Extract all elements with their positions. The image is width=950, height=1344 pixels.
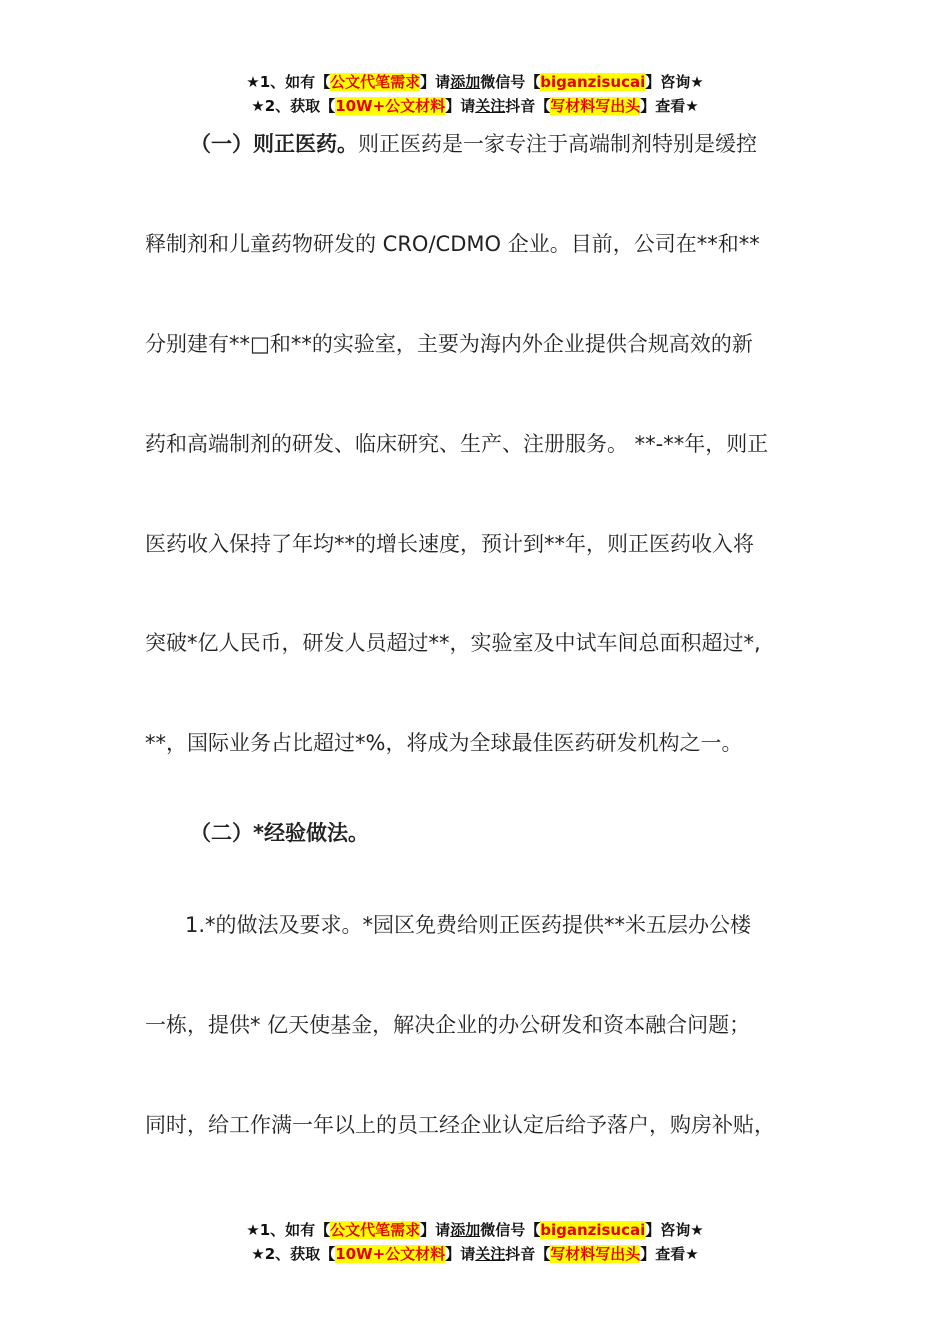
banner-text: 】请 [420, 73, 451, 91]
banner-text: 】请 [420, 1221, 451, 1239]
banner-underline: 关注 [475, 1245, 506, 1263]
banner-text: 】请 [445, 97, 476, 115]
banner-highlight: 写材料写出头 [550, 1245, 641, 1263]
banner-text: ★2、获取【 [251, 1245, 336, 1263]
banner-highlight: biganzisucai [540, 1221, 646, 1239]
banner-text: 】咨询★ [645, 73, 704, 91]
paragraph-1-line-7: **，国际业务占比超过*%，将成为全球最佳医药研发机构之一。 [145, 731, 743, 755]
paragraph-1-line-1 [190, 129, 757, 159]
banner-text: 】请 [445, 1245, 476, 1263]
paragraph-1-line-4: 药和高端制剂的研发、临床研究、生产、注册服务。 **-**年，则正 [145, 432, 769, 456]
banner-underline: 添加 [450, 73, 481, 91]
banner-text: ★1、如有【 [246, 1221, 331, 1239]
banner-text: 】咨询★ [645, 1221, 704, 1239]
paragraph-3-line-3: 同时，给工作满一年以上的员工经企业认定后给予落户，购房补贴， [145, 1113, 775, 1137]
banner-text: 】查看★ [640, 1245, 699, 1263]
banner-text: ★2、获取【 [251, 97, 336, 115]
paragraph-1-line-3: 分别建有**□和**的实验室，主要为海内外企业提供合规高效的新 [145, 332, 753, 356]
banner-text: 微信号【 [480, 1221, 541, 1239]
banner-highlight: 10W+公文材料 [335, 1245, 446, 1263]
paragraph-3-line-1: 1.*的做法及要求。*园区免费给则正医药提供**米五层办公楼 [185, 913, 752, 937]
banner-highlight: 公文代笔需求 [330, 73, 421, 91]
banner-line-1 [0, 1218, 950, 1242]
banner-line-1 [0, 70, 950, 94]
banner-text: 微信号【 [480, 73, 541, 91]
paragraph-3-line-2: 一栋，提供* 亿天使基金，解决企业的办公研发和资本融合问题； [145, 1013, 751, 1037]
banner-underline: 关注 [475, 97, 506, 115]
banner-highlight: biganzisucai [540, 73, 646, 91]
banner-text: 抖音【 [505, 97, 551, 115]
footer-banner [0, 1218, 950, 1266]
banner-highlight: 公文代笔需求 [330, 1221, 421, 1239]
paragraph-1-line-5: 医药收入保持了年均**的增长速度，预计到**年，则正医药收入将 [145, 532, 754, 556]
banner-highlight: 10W+公文材料 [335, 97, 446, 115]
banner-text: 抖音【 [505, 1245, 551, 1263]
banner-line-2 [0, 94, 950, 118]
banner-underline: 添加 [450, 1221, 481, 1239]
section-heading-2: （二）*经验做法。 [190, 821, 369, 845]
banner-text: 】查看★ [640, 97, 699, 115]
banner-highlight: 写材料写出头 [550, 97, 641, 115]
banner-text: ★1、如有【 [246, 73, 331, 91]
banner-line-2 [0, 1242, 950, 1266]
paragraph-1-line-6: 突破*亿人民币，研发人员超过**，实验室及中试车间总面积超过*, [145, 631, 761, 655]
header-banner [0, 70, 950, 118]
body-text: 则正医药是一家专注于高端制剂特别是缓控 [358, 132, 757, 156]
section-heading: （一）则正医药。 [190, 132, 358, 156]
paragraph-1-line-2: 释制剂和儿童药物研发的 CRO/CDMO 企业。目前，公司在**和** [145, 232, 760, 256]
